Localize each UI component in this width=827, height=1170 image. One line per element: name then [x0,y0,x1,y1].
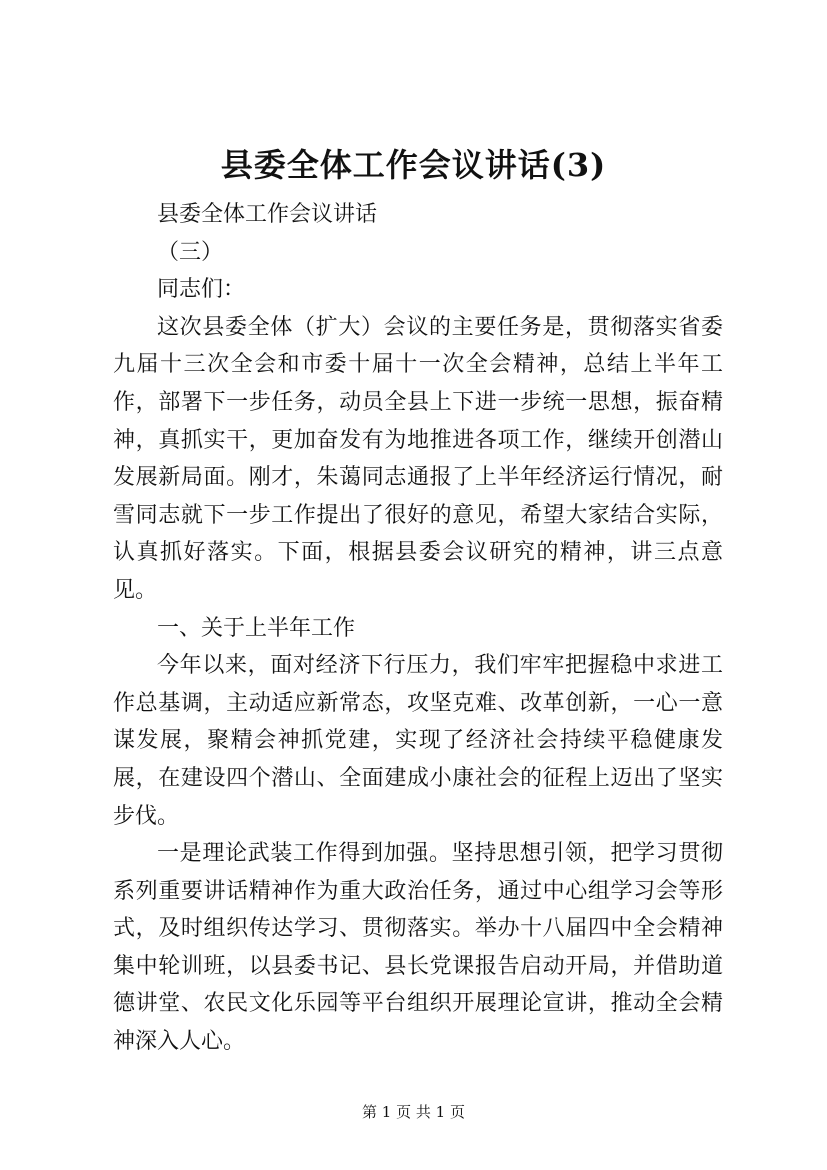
section-heading-first-half: 一、关于上半年工作 [157,615,356,641]
paragraph-theory: 一是理论武装工作得到加强。坚持思想引领，把学习贯彻系列重要讲话精神作为重大政治任务，通过中心组学习会等形式，及时组织传达学习、贯彻落实。举办十八届四中全会精神集中轮训班，以县委书记、县长党课报告启动开局，并借助道德讲堂、农民文化乐园等平台组织开展理论宣讲，推动全会精神深入人心。 [113,841,723,1055]
paragraph-salutation: 同志们： [157,277,246,303]
paragraph-overview: 今年以来，面对经济下行压力，我们牢牢把握稳中求进工作总基调，主动适应新常态，攻坚克难、改革创新，一心一意谋发展，聚精会神抓党建，实现了经济社会持续平稳健康发展，在建设四个潜山、全面建成小康社会的征程上迈出了坚实步伐。 [113,653,723,829]
document-title: 县委全体工作会议讲话(3) [220,146,607,184]
paragraph-part-number: （三） [157,239,224,265]
paragraph-subtitle: 县委全体工作会议讲话 [157,202,378,227]
paragraph-intro: 这次县委全体（扩大）会议的主要任务是，贯彻落实省委九届十三次全会和市委十届十一次全会精神，总结上半年工作，部署下一步任务，动员全县上下进一步统一思想，振奋精神，真抓实干，更加奋发有为地推进各项工作，继续开创潜山发展新局面。刚才，朱蔼同志通报了上半年经济运行情况，耐雪同志就下一步工作提出了很好的意见，希望大家结合实际，认真抓好落实。下面，根据县委会议研究的精神，讲三点意见。 [113,314,723,603]
page-footer: 第 1 页 共 1 页 [362,1103,465,1121]
document-body [113,196,723,1061]
